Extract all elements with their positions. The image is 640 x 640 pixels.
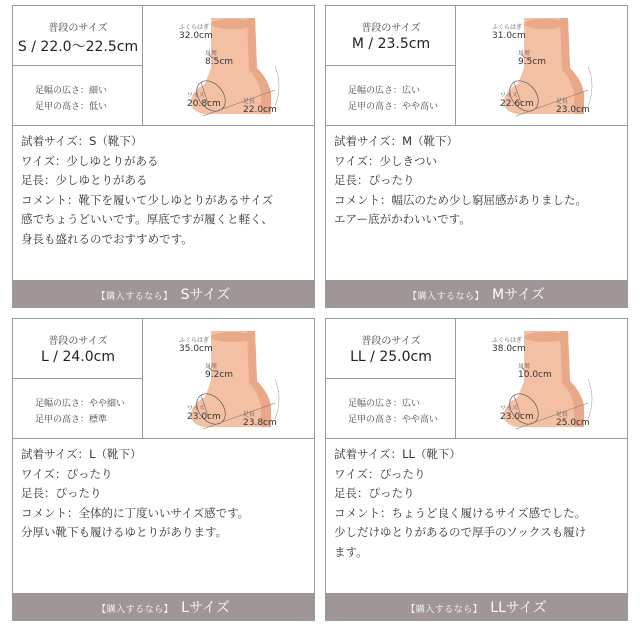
review-line: 試着サイズ：L（靴下）: [21, 447, 142, 461]
card-header: [326, 319, 627, 439]
review-line: コメント：幅広のため少し窮屈感がありました。: [334, 192, 587, 207]
wise-measure: 22.6cm: [500, 99, 534, 109]
length-measure: 23.8cm: [243, 418, 277, 428]
size-card-ll: [325, 318, 628, 621]
wise-measure: 23.0cm: [187, 412, 221, 422]
review-line: 足長：ぴったり: [21, 486, 102, 500]
review-line: 分厚い靴下も履けるゆとりがあります。: [21, 525, 228, 539]
calf-measure: 38.0cm: [492, 344, 526, 354]
review-line: 試着サイズ：S（靴下）: [21, 134, 143, 148]
usual-size-label: 普段のサイズ: [48, 23, 108, 34]
foot-width-info: 足幅の広さ：広い: [348, 86, 421, 96]
review-line: コメント：靴下を履いて少しゆとりがあるサイズ: [21, 192, 274, 207]
wise-measure: 20.8cm: [187, 99, 221, 109]
usual-size-value: L / 24.0cm: [41, 349, 115, 365]
foot-illustration: ふくらはぎ 38.0cm 足周 10.0cm ワイズ 23.0cm 足長 25.0cm: [456, 319, 627, 439]
review-line: 足長：少しゆとりがある: [21, 173, 148, 187]
length-measure: 23.0cm: [556, 105, 590, 115]
review-line: ワイズ：少しゆとりがある: [21, 153, 159, 168]
calf-measure: 32.0cm: [179, 31, 213, 41]
instep-measure: 9.5cm: [518, 57, 547, 67]
review-text: [334, 132, 624, 230]
foot-height-info: 足甲の高さ：やや高い: [348, 102, 439, 112]
foot-illustration: ふくらはぎ 35.0cm 足周 9.2cm ワイズ 23.0cm 足長 23.8cm: [143, 319, 314, 439]
size-card-m: [325, 5, 628, 308]
instep-measure: 10.0cm: [518, 370, 552, 380]
user-profile: [326, 319, 456, 439]
usual-size-value: LL / 25.0cm: [350, 349, 432, 365]
foot-height-info: 足甲の高さ：標準: [35, 415, 108, 425]
review-text: [21, 445, 311, 543]
foot-illustration: ふくらはぎ 32.0cm 足周 8.5cm ワイズ 20.8cm 足長 22.0cm: [143, 6, 314, 126]
user-profile: [13, 6, 143, 126]
buy-button-s[interactable]: 【購入するなら】 Sサイズ: [13, 280, 314, 307]
review-line: ワイズ：ぴったり: [21, 466, 113, 481]
instep-measure: 9.2cm: [205, 370, 234, 380]
calf-measure: 35.0cm: [179, 344, 213, 354]
length-measure: 22.0cm: [243, 105, 277, 115]
review-line: エアー底がかわいいです。: [334, 212, 471, 226]
review-line: ワイズ：少しきつい: [334, 153, 438, 168]
usual-size-value: S / 22.0〜22.5cm: [17, 39, 139, 55]
foot-width-info: 足幅の広さ：広い: [348, 399, 421, 409]
size-card-s: [12, 5, 315, 308]
usual-size-value: M / 23.5cm: [351, 36, 431, 52]
review-line: 身長も盛れるのでおすすめです。: [21, 231, 193, 246]
review-text: [334, 445, 624, 562]
buy-button-ll[interactable]: 【購入するなら】 LLサイズ: [326, 593, 627, 620]
usual-size-label: 普段のサイズ: [361, 336, 421, 347]
review-line: ワイズ：ぴったり: [334, 466, 426, 481]
card-header: [326, 6, 627, 126]
length-measure: 25.0cm: [556, 418, 590, 428]
buy-button-l[interactable]: 【購入するなら】 Lサイズ: [13, 593, 314, 620]
card-header: [13, 6, 314, 126]
foot-width-info: 足幅の広さ：やや細い: [35, 399, 126, 409]
review-line: 感でちょうどいいです。厚底ですが履くと軽く、: [21, 212, 273, 226]
foot-illustration: ふくらはぎ 31.0cm 足周 9.5cm ワイズ 22.6cm 足長 23.0cm: [456, 6, 627, 126]
foot-height-info: 足甲の高さ：やや高い: [348, 415, 439, 425]
review-line: 試着サイズ：LL（靴下）: [334, 447, 461, 461]
usual-size-label: 普段のサイズ: [48, 336, 108, 347]
review-text: [21, 132, 311, 249]
usual-size-label: 普段のサイズ: [361, 23, 421, 34]
review-line: 足長：ぴったり: [334, 173, 415, 187]
foot-height-info: 足甲の高さ：低い: [35, 102, 108, 112]
review-line: コメント：全体的に丁度いいサイズ感です。: [21, 505, 250, 520]
review-line: 少しだけゆとりがあるので厚手のソックスも履け: [334, 525, 587, 539]
review-line: ます。: [334, 544, 368, 559]
user-profile: [13, 319, 143, 439]
card-header: [13, 319, 314, 439]
buy-button-m[interactable]: 【購入するなら】 Mサイズ: [326, 280, 627, 307]
review-line: 足長：ぴったり: [334, 486, 415, 500]
review-line: コメント：ちょうど良く履けるサイズ感でした。: [334, 505, 587, 520]
instep-measure: 8.5cm: [205, 57, 234, 67]
review-line: 試着サイズ：M（靴下）: [334, 134, 459, 148]
size-card-l: [12, 318, 315, 621]
user-profile: [326, 6, 456, 126]
wise-measure: 23.0cm: [500, 412, 534, 422]
calf-measure: 31.0cm: [492, 31, 526, 41]
foot-width-info: 足幅の広さ：細い: [35, 86, 108, 96]
